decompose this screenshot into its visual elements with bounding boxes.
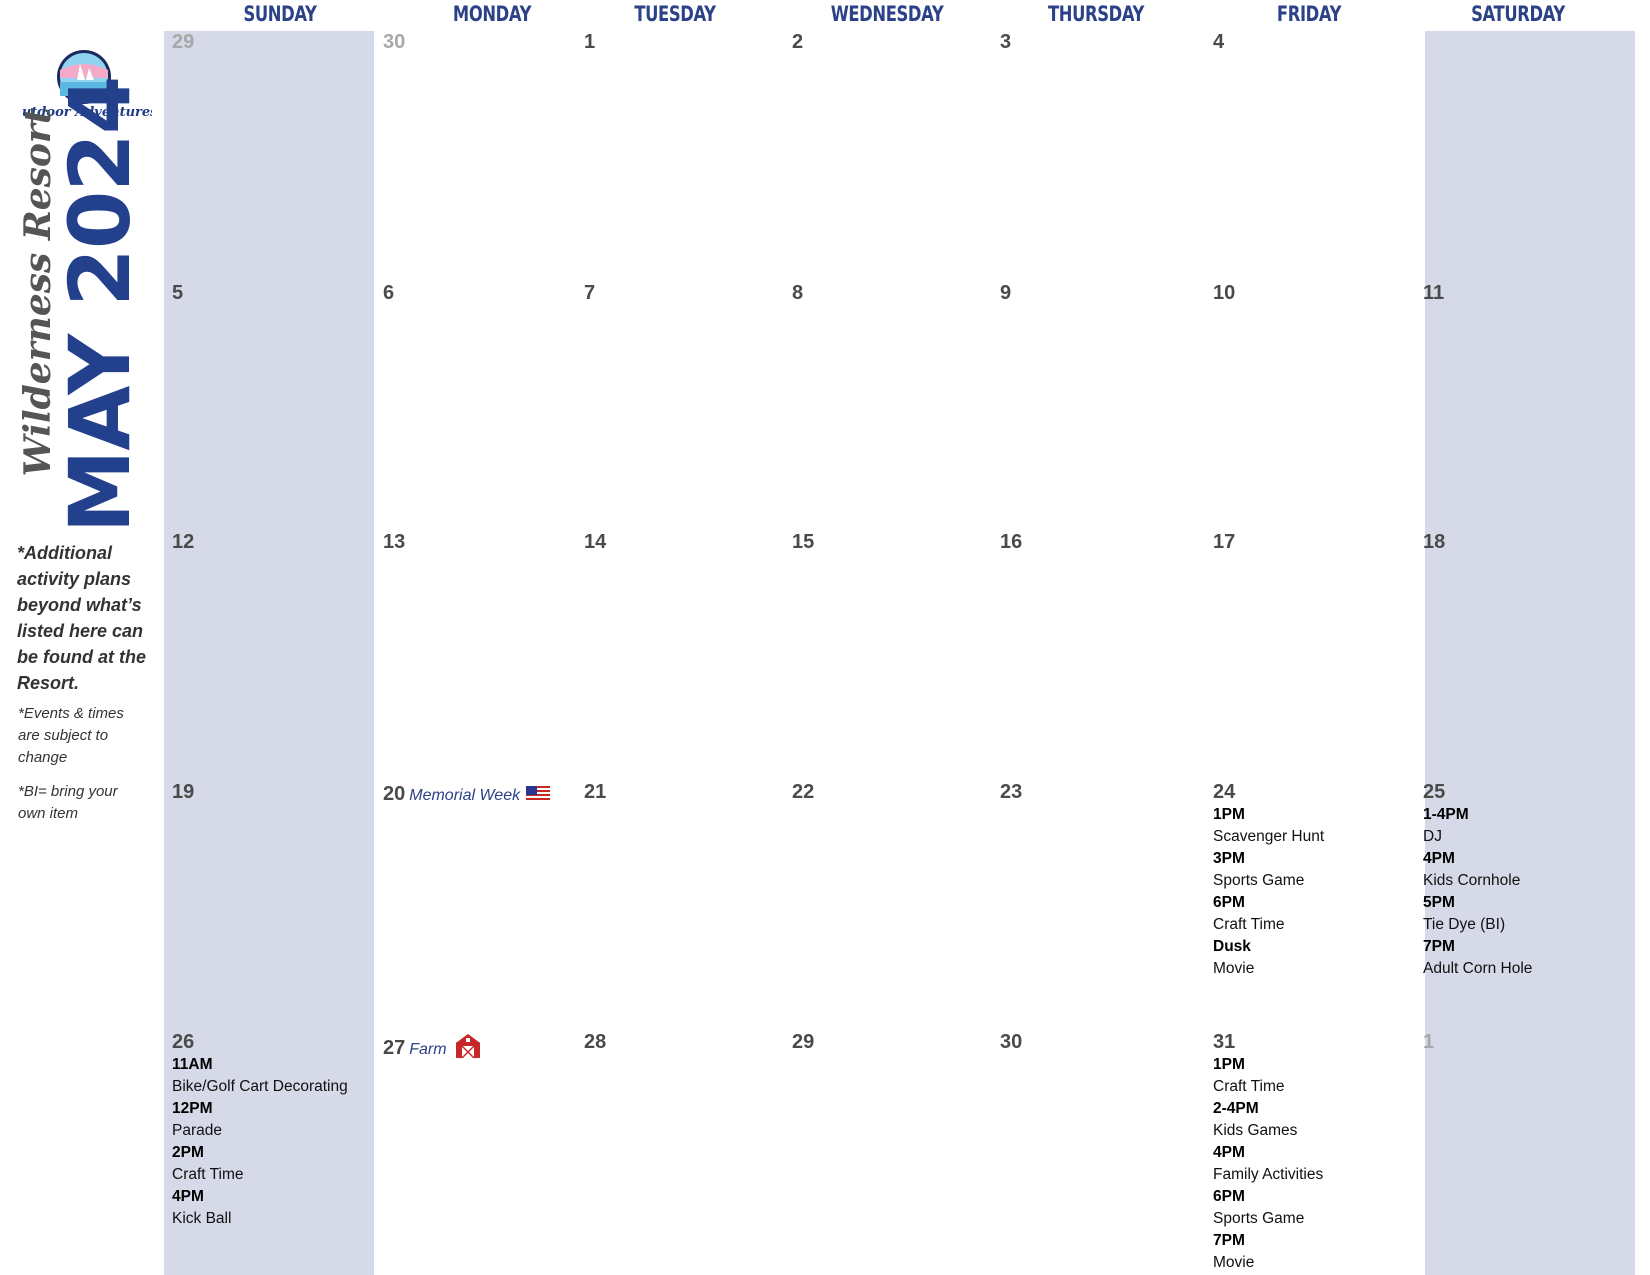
day-number: 13	[383, 531, 406, 553]
day-number: 1	[1423, 1031, 1435, 1053]
day-number: 16	[1000, 531, 1023, 553]
day-number: 6	[383, 282, 395, 304]
day-number: 25	[1423, 781, 1446, 803]
event-name: Kids Cornhole	[1423, 872, 1521, 889]
day-cell	[1000, 780, 1200, 804]
day-cell	[792, 1030, 992, 1054]
event-time: 1-4PM	[1423, 806, 1469, 823]
day-number: 8	[792, 282, 804, 304]
day-cell	[383, 281, 583, 305]
day-number: 30	[383, 31, 406, 53]
day-cell	[1213, 530, 1413, 554]
day-cell-header	[383, 1030, 583, 1060]
day-note: Farm	[409, 1041, 447, 1058]
day-header-sunday: SUNDAY	[243, 2, 317, 26]
day-cell	[383, 1030, 583, 1060]
event-time: 4PM	[1213, 1144, 1245, 1161]
event-time: Dusk	[1213, 938, 1251, 955]
event-time: 2PM	[172, 1144, 204, 1161]
barn-icon	[453, 1034, 483, 1059]
day-cell-header	[383, 281, 583, 305]
event-name: Adult Corn Hole	[1423, 960, 1533, 977]
event-time: 5PM	[1423, 894, 1455, 911]
day-cell	[792, 30, 992, 54]
day-number: 27	[383, 1037, 406, 1059]
month-title: MAY 2024	[51, 76, 149, 534]
day-cell	[1423, 530, 1623, 554]
day-number: 30	[1000, 1031, 1023, 1053]
day-note: Memorial Week	[409, 787, 521, 804]
day-cell-header	[1000, 1030, 1200, 1054]
day-cell-header	[792, 530, 992, 554]
day-cell	[792, 281, 992, 305]
day-number: 9	[1000, 282, 1012, 304]
event-time: 1PM	[1213, 1056, 1245, 1073]
day-cell-header	[172, 30, 372, 54]
day-header-tuesday: TUESDAY	[634, 2, 716, 26]
day-cell	[584, 281, 784, 305]
event-name: Sports Game	[1213, 872, 1305, 889]
day-cell-header	[584, 1030, 784, 1054]
event-name: Family Activities	[1213, 1166, 1324, 1183]
day-cell-header	[584, 780, 784, 804]
day-number: 20	[383, 783, 406, 805]
day-number: 18	[1423, 531, 1446, 553]
day-cell	[383, 780, 583, 806]
day-number: 2	[792, 31, 804, 53]
resort-title: Wilderness Resort	[17, 107, 59, 477]
event-name: Sports Game	[1213, 1210, 1305, 1227]
additional-activities-note: *Additional activity plans beyond what’s listed here can be found at the Resort.	[17, 543, 146, 693]
event-name: Tie Dye (BI)	[1423, 916, 1506, 933]
day-number: 29	[792, 1031, 815, 1053]
day-cell-header	[1213, 30, 1413, 54]
day-cell	[1423, 780, 1623, 980]
day-cell-header	[1423, 281, 1623, 305]
event-time: 6PM	[1213, 894, 1245, 911]
day-number: 23	[1000, 781, 1023, 803]
saturday-column-shade	[1425, 31, 1635, 1275]
day-number: 3	[1000, 31, 1012, 53]
day-cell-header	[1000, 30, 1200, 54]
day-cell	[172, 780, 372, 804]
day-cell-header	[383, 530, 583, 554]
day-number: 10	[1213, 282, 1236, 304]
event-time: 11AM	[172, 1056, 213, 1073]
day-cell	[584, 530, 784, 554]
event-time: 4PM	[1423, 850, 1455, 867]
event-name: Bike/Golf Cart Decorating	[172, 1078, 348, 1095]
event-name: Kids Games	[1213, 1122, 1298, 1139]
day-number: 5	[172, 282, 184, 304]
day-cell-header	[584, 281, 784, 305]
day-number: 28	[584, 1031, 607, 1053]
day-cell-header	[1213, 780, 1413, 804]
day-cell-header	[1000, 281, 1200, 305]
event-name: Craft Time	[1213, 916, 1285, 933]
day-cell-header	[1423, 780, 1623, 804]
day-cell	[1213, 1030, 1413, 1274]
event-time: 6PM	[1213, 1188, 1245, 1205]
day-cell-header	[792, 1030, 992, 1054]
event-time: 4PM	[172, 1188, 204, 1205]
day-cell	[584, 1030, 784, 1054]
day-cell	[172, 281, 372, 305]
day-cell	[792, 780, 992, 804]
event-name: Craft Time	[1213, 1078, 1285, 1095]
day-header-thursday: THURSDAY	[1047, 2, 1145, 26]
day-header-saturday: SATURDAY	[1471, 2, 1565, 26]
event-name: Kick Ball	[172, 1210, 232, 1227]
event-time: 12PM	[172, 1100, 213, 1117]
day-number: 31	[1213, 1031, 1236, 1053]
day-cell-header	[172, 780, 372, 804]
event-name: DJ	[1423, 828, 1442, 845]
bring-item-note: *BI= bring your own item	[18, 783, 118, 822]
event-time: 2-4PM	[1213, 1100, 1259, 1117]
day-number: 17	[1213, 531, 1236, 553]
day-cell-header	[172, 281, 372, 305]
day-cell	[1423, 1030, 1623, 1054]
day-cell	[584, 780, 784, 804]
event-name: Parade	[172, 1122, 222, 1139]
day-number: 1	[584, 31, 596, 53]
flag-us-icon	[526, 780, 550, 805]
day-header-friday: FRIDAY	[1276, 2, 1342, 26]
day-header-wednesday: WEDNESDAY	[830, 2, 944, 26]
day-number: 29	[172, 31, 195, 53]
day-number: 19	[172, 781, 195, 803]
day-cell	[383, 530, 583, 554]
day-cell	[383, 30, 583, 54]
event-time: 1PM	[1213, 806, 1245, 823]
logo-wordmark: utdoor Adventures	[22, 105, 152, 120]
day-cell	[1000, 281, 1200, 305]
day-cell	[172, 30, 372, 54]
day-cell	[792, 530, 992, 554]
day-number: 24	[1213, 781, 1236, 803]
day-number: 7	[584, 282, 596, 304]
event-name: Movie	[1213, 1254, 1255, 1271]
day-cell-header	[1213, 530, 1413, 554]
day-number: 4	[1213, 31, 1225, 53]
day-cell-header	[1423, 1030, 1623, 1054]
day-cell-header	[383, 30, 583, 54]
day-cell-header	[1423, 530, 1623, 554]
day-cell-header	[172, 530, 372, 554]
day-cell	[172, 1030, 372, 1230]
day-cell	[1213, 780, 1413, 980]
day-cell-header	[1213, 1030, 1413, 1054]
day-cell	[584, 30, 784, 54]
event-time: 7PM	[1423, 938, 1455, 955]
day-cell-header	[792, 281, 992, 305]
day-number: 22	[792, 781, 815, 803]
day-cell-header	[172, 1030, 372, 1054]
day-cell-header	[1000, 530, 1200, 554]
day-cell-header	[584, 530, 784, 554]
day-cell-header	[792, 780, 992, 804]
day-cell	[1213, 30, 1413, 54]
day-cell	[1000, 30, 1200, 54]
day-number: 15	[792, 531, 815, 553]
event-name: Movie	[1213, 960, 1255, 977]
day-cell-header	[1000, 780, 1200, 804]
day-number: 14	[584, 531, 607, 553]
day-cell	[1213, 281, 1413, 305]
day-number: 12	[172, 531, 195, 553]
event-name: Craft Time	[172, 1166, 244, 1183]
day-cell-header	[1213, 281, 1413, 305]
event-time: 3PM	[1213, 850, 1245, 867]
day-cell	[1423, 281, 1623, 305]
day-cell-header	[584, 30, 784, 54]
day-cell	[172, 530, 372, 554]
day-cell	[1000, 530, 1200, 554]
event-time: 7PM	[1213, 1232, 1245, 1249]
day-number: 11	[1423, 282, 1445, 304]
day-header-monday: MONDAY	[452, 2, 532, 26]
day-cell-header	[792, 30, 992, 54]
events-change-note: *Events & times are subject to change	[18, 705, 124, 766]
day-cell	[1000, 1030, 1200, 1054]
event-name: Scavenger Hunt	[1213, 828, 1325, 845]
day-number: 26	[172, 1031, 195, 1053]
day-number: 21	[584, 781, 607, 803]
day-cell-header	[383, 780, 583, 806]
